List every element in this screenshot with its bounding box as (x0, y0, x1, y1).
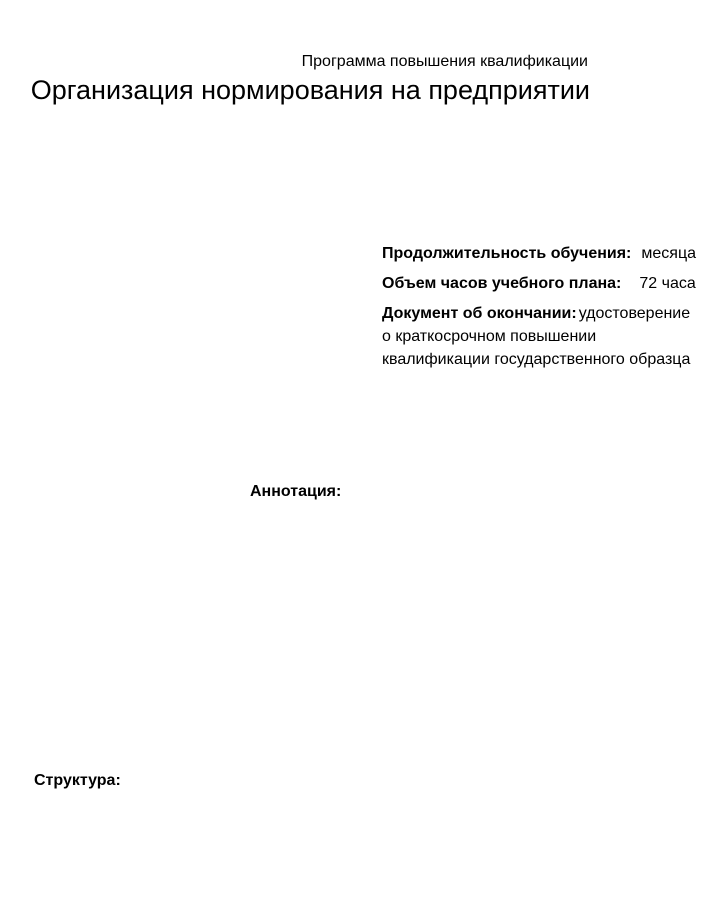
document-row (382, 302, 702, 371)
structure-heading: Структура: (34, 772, 121, 789)
document-label: Документ об окончании: (382, 305, 577, 322)
document-value: удостоверение о краткосрочном повышении квалификации государственного образца (382, 305, 691, 368)
hours-label: Объем часов учебного плана: (382, 275, 622, 292)
duration-label: Продолжительность обучения: (382, 245, 632, 262)
program-subtitle: Программа повышения квалификации (301, 53, 588, 70)
annotation-heading: Аннотация: (250, 483, 342, 500)
duration-row (382, 242, 702, 265)
hours-value: 72 часа (639, 275, 696, 292)
program-details (382, 242, 702, 378)
hours-row (382, 272, 702, 295)
duration-value: месяца (641, 245, 697, 262)
program-title: Организация нормирования на предприятии (30, 75, 590, 105)
